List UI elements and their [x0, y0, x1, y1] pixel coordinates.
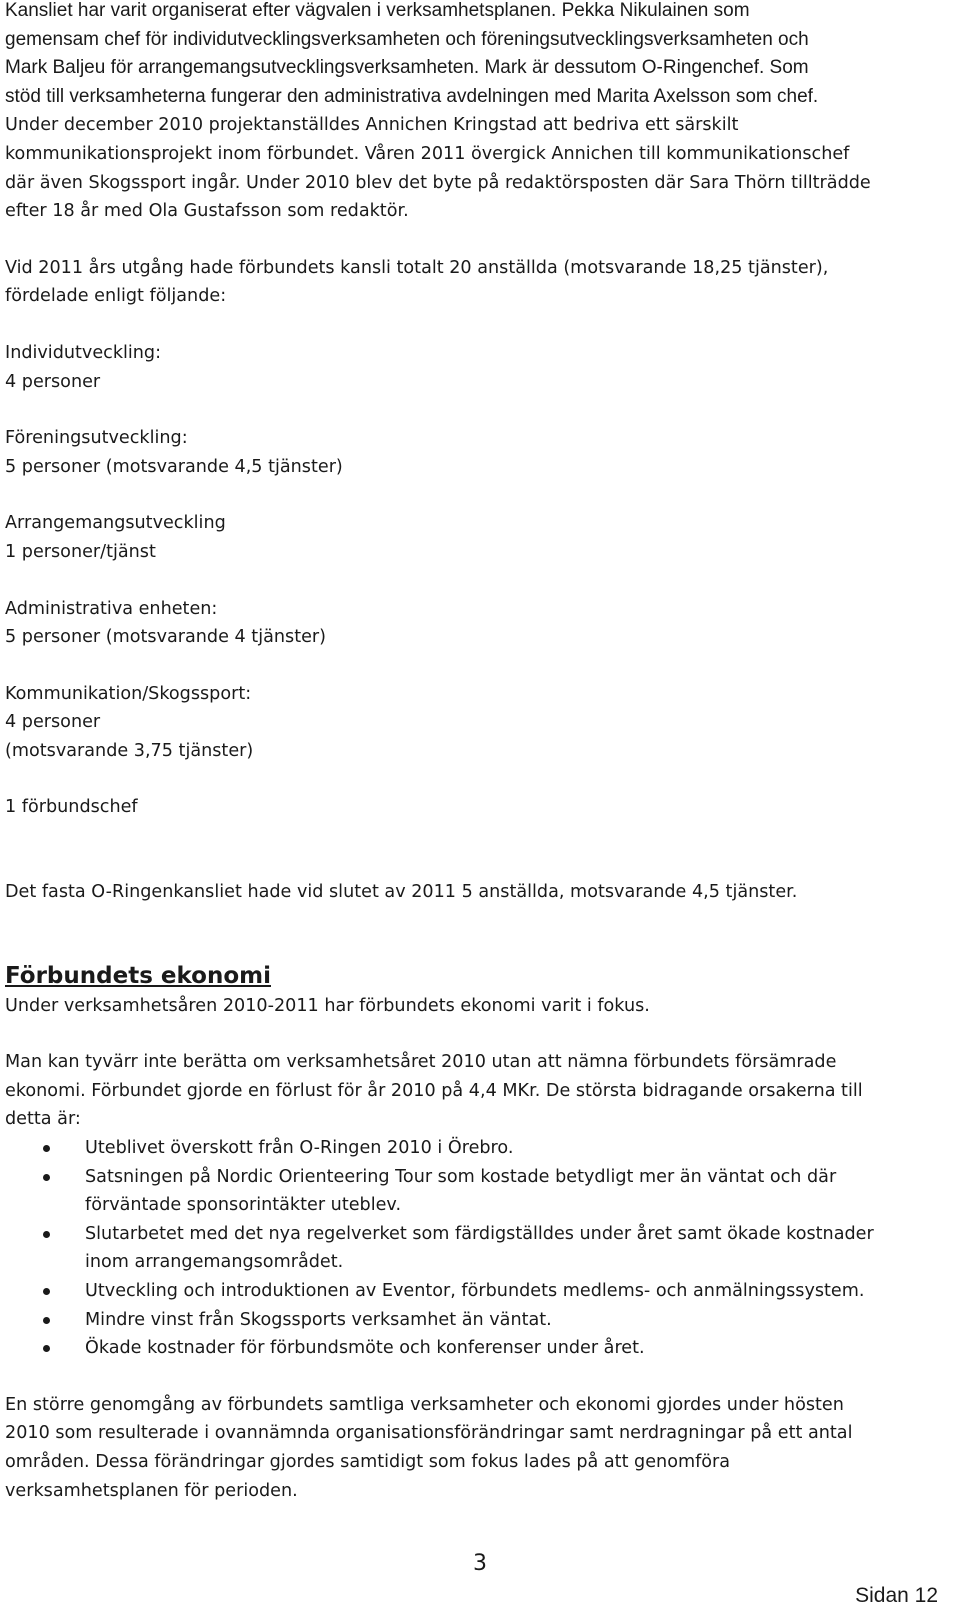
- bullet-icon: [43, 1288, 50, 1295]
- text-line: Slutarbetet med det nya regelverket som färdigställdes under året samt ökade kostnader: [85, 1223, 874, 1244]
- text-line: En större genomgång av förbundets samtliga verksamheter och ekonomi gjordes under hösten: [5, 1394, 844, 1415]
- section-heading: Förbundets ekonomi: [5, 962, 271, 989]
- bullet-icon: [43, 1345, 50, 1352]
- text-line: stöd till verksamheterna fungerar den administrativa avdelningen med Marita Axelsson som chef.: [5, 85, 819, 107]
- document-page: [5, 0, 957, 1505]
- text-line: Under verksamhetsåren 2010-2011 har förbundets ekonomi varit i fokus.: [5, 995, 650, 1016]
- text-line: verksamhetsplanen för perioden.: [5, 1480, 298, 1501]
- economy-loss: [5, 1048, 957, 1134]
- text-line: detta är:: [5, 1109, 81, 1130]
- group-value: 1 personer/tjänst: [5, 541, 156, 562]
- text-line: Man kan tyvärr inte berätta om verksamhetsåret 2010 utan att nämna förbundets försämrade: [5, 1052, 837, 1073]
- group-title: Kommunikation/Skogssport:: [5, 683, 252, 704]
- group-value: (motsvarande 3,75 tjänster): [5, 740, 254, 761]
- text-line: Det fasta O-Ringenkansliet hade vid slutet av 2011 5 anställda, motsvarande 4,5 tjänster.: [5, 882, 798, 903]
- bullet-icon: [43, 1145, 50, 1152]
- text-line: efter 18 år med Ola Gustafsson som redaktör.: [5, 201, 409, 222]
- oringen-staff: [5, 878, 957, 907]
- text-line: fördelade enligt följande:: [5, 286, 227, 307]
- group-value: 4 personer: [5, 371, 101, 392]
- text-line: Ökade kostnader för förbundsmöte och konferenser under året.: [85, 1338, 645, 1359]
- bullet-icon: [43, 1317, 50, 1324]
- list-item: [5, 1163, 957, 1220]
- staff-group-foreningsutveckling: [5, 424, 957, 481]
- text-line: 2010 som resulterade i ovannämnda organisationsförändringar samt nerdragningar på ett antal: [5, 1423, 853, 1444]
- text-line: Uteblivet överskott från O-Ringen 2010 i Örebro.: [85, 1138, 514, 1159]
- bullet-icon: [43, 1174, 50, 1181]
- group-value: 5 personer (motsvarande 4,5 tjänster): [5, 456, 343, 477]
- staff-summary: [5, 254, 957, 311]
- text-line: Under december 2010 projektanställdes Annichen Kringstad att bedriva ett särskilt: [5, 115, 739, 136]
- group-title: Arrangemangsutveckling: [5, 513, 226, 534]
- group-title: Individutveckling:: [5, 342, 162, 363]
- text-line: kommunikationsprojekt inom förbundet. Våren 2011 övergick Annichen till kommunikationschef: [5, 143, 850, 164]
- group-title: Föreningsutveckling:: [5, 428, 188, 449]
- group-value: 5 personer (motsvarande 4 tjänster): [5, 627, 327, 648]
- cause-list: [5, 1134, 957, 1363]
- text-line: gemensam chef för individutvecklingsverksamheten och föreningsutvecklingsverksamheten och: [5, 28, 809, 50]
- text-line: Satsningen på Nordic Orienteering Tour som kostade betydligt mer än väntat och där: [85, 1166, 837, 1187]
- text-line: inom arrangemangsområdet.: [85, 1252, 344, 1273]
- group-value: 4 personer: [5, 712, 101, 733]
- text-line: förväntade sponsorintäkter uteblev.: [85, 1195, 402, 1216]
- text-line: där även Skogssport ingår. Under 2010 blev det byte på redaktörsposten där Sara Thörn tillträdde: [5, 172, 871, 193]
- group-title: Administrativa enheten:: [5, 598, 218, 619]
- text-line: ekonomi. Förbundet gjorde en förlust för år 2010 på 4,4 MKr. De största bidragande orsakerna till: [5, 1080, 863, 1101]
- staff-group-administrativa: [5, 595, 957, 652]
- page-footer-number: 3: [473, 1551, 487, 1576]
- economy-focus: [5, 992, 957, 1021]
- text-line: 1 förbundschef: [5, 797, 138, 818]
- intro-paragraph: [5, 0, 957, 226]
- text-line: Kansliet har varit organiserat efter vägvalen i verksamhetsplanen. Pekka Nikulainen som: [5, 0, 750, 21]
- staff-chief: [5, 793, 957, 822]
- text-line: områden. Dessa förändringar gjordes samtidigt som fokus lades på att genomföra: [5, 1451, 731, 1472]
- text-line: Vid 2011 års utgång hade förbundets kansli totalt 20 anställda (motsvarande 18,25 tjänster),: [5, 257, 829, 278]
- text-line: Utveckling och introduktionen av Eventor, förbundets medlems- och anmälningssystem.: [85, 1281, 865, 1301]
- text-line: Mark Baljeu för arrangemangsutvecklingsverksamheten. Mark är dessutom O-Ringenchef. Som: [5, 57, 809, 79]
- list-item: [5, 1334, 957, 1363]
- list-item: [5, 1306, 957, 1335]
- list-item: [5, 1134, 957, 1163]
- page-number-label: Sidan 12: [855, 1584, 938, 1607]
- economy-review: [5, 1391, 957, 1505]
- text-line: Mindre vinst från Skogssports verksamhet än väntat.: [85, 1309, 552, 1330]
- staff-group-kommunikation: [5, 680, 957, 766]
- staff-group-individutveckling: [5, 339, 957, 396]
- bullet-icon: [43, 1231, 50, 1238]
- staff-group-arrangemangsutveckling: [5, 509, 957, 566]
- list-item: [5, 1220, 957, 1277]
- list-item: [5, 1277, 957, 1306]
